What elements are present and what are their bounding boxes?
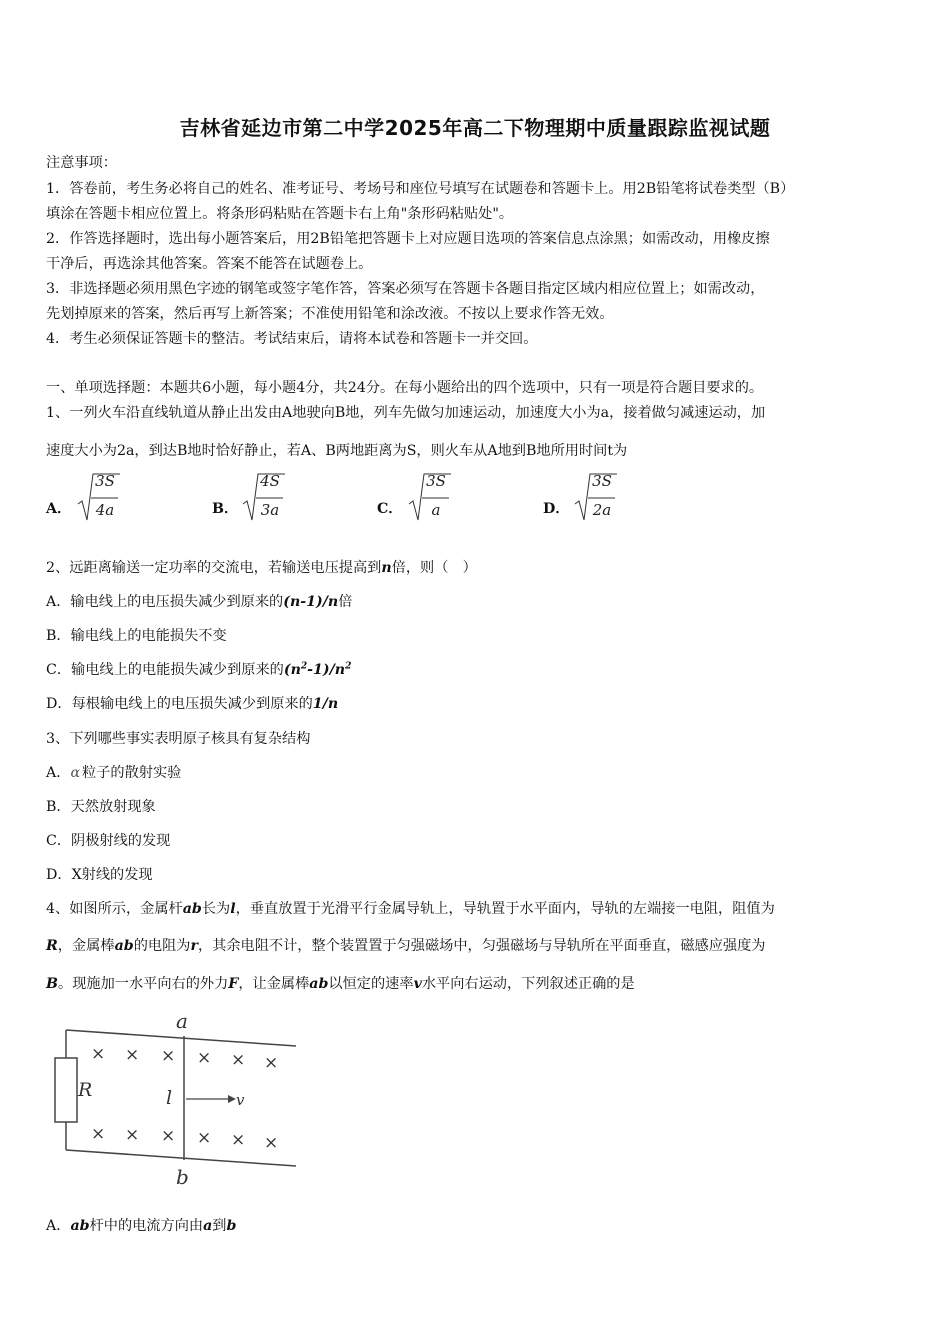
q2-option-a	[46, 591, 352, 611]
q4-var-l: l	[230, 901, 236, 917]
q1-option-a-numerator: 3S	[95, 472, 115, 490]
field-cross-icon: ×	[264, 1053, 279, 1073]
q1-option-b-numerator: 4S	[260, 472, 280, 490]
q4-text: 以恒定的速率	[328, 976, 414, 992]
q1-option-d-numerator: 3S	[592, 472, 612, 490]
q4-stem-line-2	[46, 935, 765, 955]
q4-var-B: B	[46, 976, 58, 992]
q2-option-c-sup-1: 2	[300, 661, 308, 672]
q1-option-d-denominator: 2a	[592, 501, 612, 519]
q1-option-b-denominator: 3a	[260, 501, 280, 519]
q4-var-a: a	[203, 1218, 213, 1234]
label-v: v	[236, 1091, 245, 1109]
q3-option-c: C．阴极射线的发现	[46, 833, 171, 849]
field-cross-icon: ×	[161, 1126, 176, 1146]
q4-text: ，垂直放置于光滑平行金属导轨上，导轨置于水平面内，导轨的左端接一电阻，阻值为	[235, 901, 775, 917]
q4-var-ab: ab	[114, 938, 134, 954]
q3-option-a	[46, 762, 181, 782]
q2-option-c-math-1: (n	[283, 662, 301, 678]
field-cross-icon: ×	[197, 1128, 212, 1148]
q2-option-a-text: A．输电线上的电压损失减少到原来的	[46, 594, 284, 610]
q2-stem-tail: 倍，则（ ）	[391, 560, 477, 576]
notice-line-3: 2．作答选择题时，选出每小题答案后，用2B铅笔把答题卡上对应题目选项的答案信息点涂黑；如需改动，用橡皮擦	[46, 231, 770, 247]
q1-option-a-formula	[76, 470, 136, 526]
field-cross-icon: ×	[91, 1124, 106, 1144]
q4-text: 长为	[201, 901, 231, 917]
q4-stem-line-1	[46, 898, 775, 918]
q1-stem-line-2: 速度大小为2a，到达B地时恰好静止，若A、B两地距离为S，则火车从A地到B地所用时间t为	[46, 443, 628, 459]
q4-text: ，让金属棒	[238, 976, 310, 992]
q2-option-d-math: 1/n	[312, 696, 339, 712]
rail-circuit-figure	[46, 1010, 306, 1190]
q1-option-c-formula	[407, 470, 467, 526]
q4-var-F: F	[228, 976, 239, 992]
field-cross-icon: ×	[231, 1130, 246, 1150]
q4-text: ，其余电阻不计，整个装置置于匀强磁场中，匀强磁场与导轨所在平面垂直，磁感应强度为	[197, 938, 766, 954]
q4-var-ab: ab	[70, 1218, 90, 1234]
q4-var-r: r	[190, 938, 198, 954]
q4-text: 的电阻为	[133, 938, 191, 954]
notice-line-4: 干净后，再选涂其他答案。答案不能答在试题卷上。	[46, 256, 373, 272]
notice-line-5: 3．非选择题必须用黑色字迹的钢笔或签字笔作答，答案必须写在答题卡各题目指定区域内相应位置上；如需改动，	[46, 281, 765, 297]
q4-var-ab: ab	[309, 976, 329, 992]
q2-stem-n: n	[381, 560, 392, 576]
field-cross-icon: ×	[125, 1045, 140, 1065]
q4-text: 。现施加一水平向右的外力	[58, 976, 229, 992]
notice-line-7: 4．考生必须保证答题卡的整洁。考试结束后，请将本试卷和答题卡一并交回。	[46, 331, 538, 347]
q3-option-b: B．天然放射现象	[46, 799, 156, 815]
q1-option-d-label: D．	[543, 501, 570, 517]
circuit-diagram	[46, 1010, 306, 1190]
q2-option-a-tail: 倍	[338, 594, 353, 610]
field-cross-icon: ×	[91, 1044, 106, 1064]
label-l: l	[166, 1087, 173, 1109]
q2-stem-text: 2、远距离输送一定功率的交流电，若输送电压提高到	[46, 560, 382, 576]
q4-text: 水平向右运动，下列叙述正确的是	[421, 976, 635, 992]
notice-line-1: 1．答卷前，考生务必将自己的姓名、准考证号、考场号和座位号填写在试题卷和答题卡上。用2B铅笔将试卷类型（B）	[46, 181, 795, 197]
q4-option-a-label: A．	[46, 1218, 71, 1234]
q2-option-c-sup-2: 2	[345, 661, 352, 672]
q2-option-a-math: (n-1)/n	[283, 594, 339, 610]
q2-stem	[46, 557, 477, 577]
arrow-head-icon	[228, 1095, 236, 1103]
q2-option-d	[46, 693, 338, 713]
notice-heading: 注意事项：	[46, 155, 117, 171]
q1-option-b-formula	[241, 470, 301, 526]
q1-option-a-denominator: 4a	[95, 501, 115, 519]
q4-text: ，金属棒	[57, 938, 115, 954]
q3-stem: 3、下列哪些事实表明原子核具有复杂结构	[46, 731, 311, 747]
resistor	[55, 1058, 77, 1122]
q1-option-c-label: C．	[377, 501, 403, 517]
field-cross-icon: ×	[197, 1048, 212, 1068]
field-cross-icon: ×	[231, 1050, 246, 1070]
q4-var-ab: ab	[182, 901, 202, 917]
q3-option-a-text: 粒子的散射实验	[82, 765, 182, 781]
notice-line-2: 填涂在答题卡相应位置上。将条形码粘贴在答题卡右上角"条形码粘贴处"。	[46, 206, 514, 222]
q2-option-c-text: C．输电线上的电能损失减少到原来的	[46, 662, 284, 678]
label-b: b	[176, 1165, 189, 1189]
q2-option-d-text: D．每根输电线上的电压损失减少到原来的	[46, 696, 313, 712]
field-cross-icon: ×	[264, 1133, 279, 1153]
q2-option-c	[46, 659, 351, 679]
q4-var-b: b	[226, 1218, 237, 1234]
section-heading: 一、单项选择题：本题共6小题，每小题4分，共24分。在每小题给出的四个选项中，只有一项是符合题目要求的。	[46, 380, 764, 396]
q1-stem-line-1: 1、一列火车沿直线轨道从静止出发由A地驶向B地，列车先做匀加速运动，加速度大小为a，接着做匀减速运动，加	[46, 405, 766, 421]
bottom-rail	[66, 1150, 296, 1166]
q4-text: 到	[212, 1218, 227, 1234]
notice-line-6: 先划掉原来的答案，然后再写上新答案；不准使用铅笔和涂改液。不按以上要求作答无效。	[46, 306, 614, 322]
q2-option-b: B．输电线上的电能损失不变	[46, 628, 227, 644]
q4-text: 杆中的电流方向由	[89, 1218, 204, 1234]
q2-option-c-math-2: -1)/n	[307, 662, 346, 678]
field-cross-icon: ×	[125, 1125, 140, 1145]
q3-option-a-label: A．	[46, 765, 71, 781]
label-a: a	[176, 1010, 188, 1033]
q4-option-a	[46, 1215, 236, 1235]
q1-option-b-label: B．	[212, 501, 239, 517]
field-cross-icon: ×	[161, 1046, 176, 1066]
q4-stem-line-3	[46, 973, 635, 993]
label-R: R	[78, 1079, 93, 1101]
q1-option-c-denominator: a	[431, 501, 441, 519]
q1-option-c-numerator: 3S	[426, 472, 446, 490]
q1-option-a-label: A．	[46, 501, 72, 517]
q1-option-d-formula	[573, 470, 633, 526]
q4-var-v: v	[413, 976, 422, 992]
page-title: 吉林省延边市第二中学2025年高二下物理期中质量跟踪监视试题	[179, 116, 771, 140]
q3-option-d: D．X射线的发现	[46, 867, 153, 883]
alpha-symbol: α	[70, 765, 81, 781]
q4-var-R: R	[46, 938, 58, 954]
q4-text: 4、如图所示，金属杆	[46, 901, 183, 917]
